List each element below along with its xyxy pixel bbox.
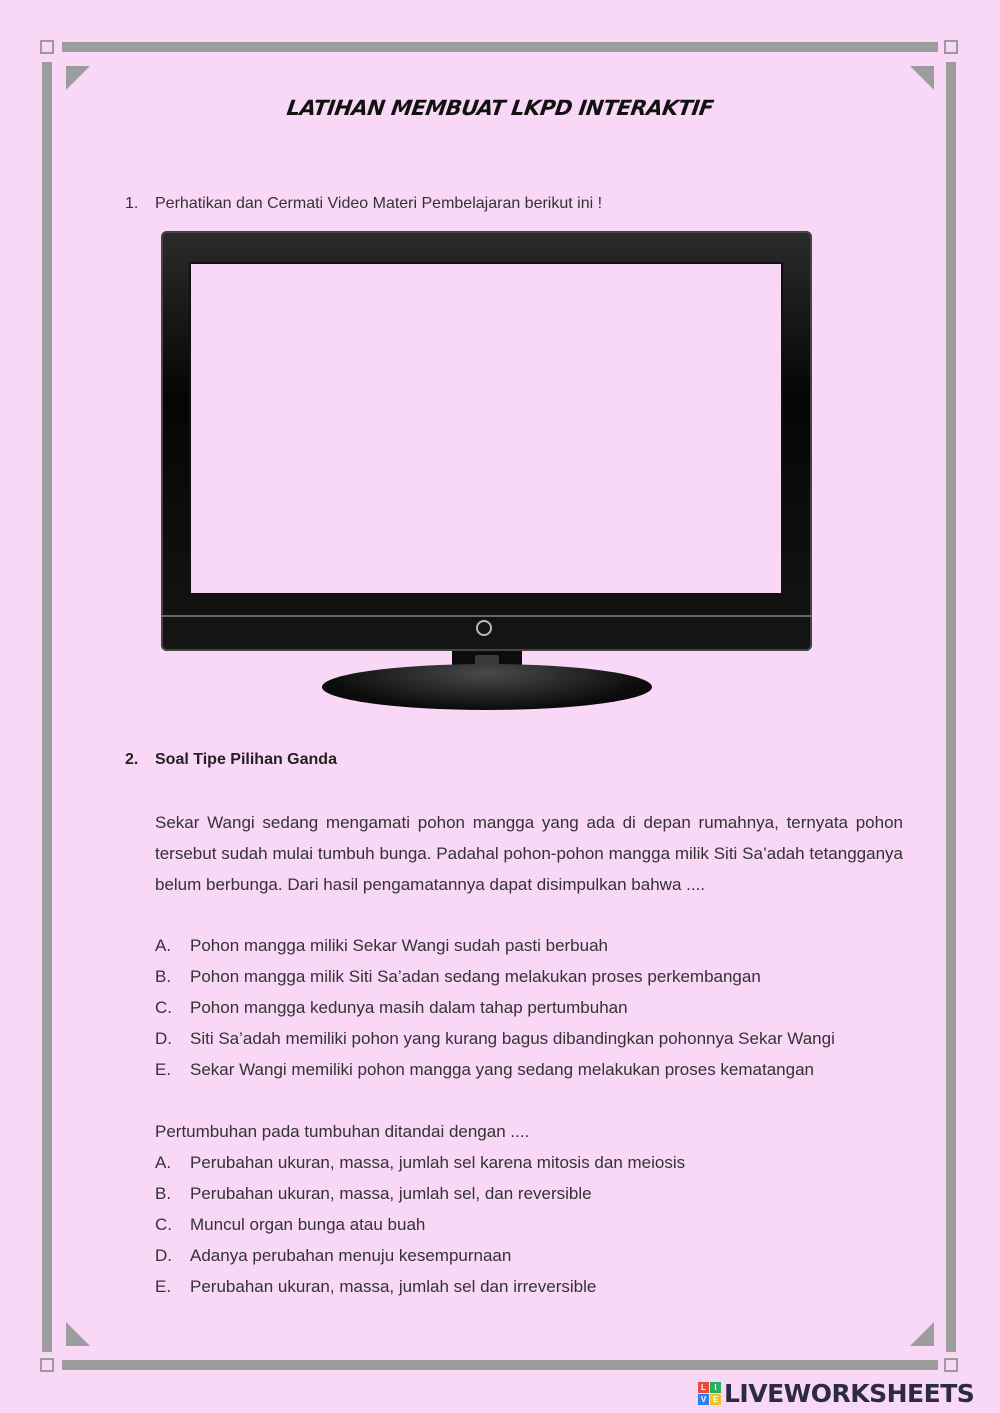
option-text: Siti Sa’adah memiliki pohon yang kurang bagus dibandingkan pohonnya Sekar Wangi — [190, 1029, 835, 1048]
frame-corner-br — [944, 1358, 958, 1372]
option-text: Pohon mangga kedunya masih dalam tahap pertumbuhan — [190, 998, 628, 1017]
question-2-number: 2. — [125, 751, 139, 768]
item-1-option-c[interactable] — [155, 992, 835, 1023]
option-letter: A. — [155, 936, 172, 955]
logo-letter: V — [698, 1394, 709, 1405]
logo-letter: L — [698, 1382, 709, 1393]
option-letter: B. — [155, 1184, 172, 1203]
video-monitor-frame — [161, 231, 812, 651]
item-2-option-d[interactable] — [155, 1240, 685, 1271]
frame-top-bar — [62, 42, 938, 52]
item-1-option-e[interactable] — [155, 1054, 835, 1085]
page-title: LATIHAN MEMBUAT LKPD INTERAKTIF — [285, 96, 715, 120]
item-2-option-b[interactable] — [155, 1178, 685, 1209]
item-1-stem: Sekar Wangi sedang mengamati pohon mangga yang ada di depan rumahnya, ternyata pohon tersebut sudah mulai tumbuh bunga. Padahal pohon-pohon mangga milik Siti Sa’adah tetangganya belum berbunga. Dari hasil pengamatannya dapat disimpulkan bahwa .... — [155, 813, 903, 894]
logo-letter: I — [710, 1382, 721, 1393]
item-1-option-a[interactable] — [155, 930, 835, 961]
item-2-option-a[interactable] — [155, 1147, 685, 1178]
liveworksheets-brand[interactable] — [698, 1378, 974, 1408]
item-1-option-b[interactable] — [155, 961, 835, 992]
option-text: Sekar Wangi memiliki pohon mangga yang sedang melakukan proses kematangan — [190, 1060, 815, 1079]
brand-name: LIVEWORKSHEETS — [724, 1378, 975, 1408]
option-text: Perubahan ukuran, massa, jumlah sel dan irreversible — [190, 1277, 597, 1296]
power-button-icon — [476, 620, 492, 636]
item-2-option-c[interactable] — [155, 1209, 685, 1240]
option-text: Perubahan ukuran, massa, jumlah sel, dan reversible — [190, 1184, 592, 1203]
frame-triangle-tl — [66, 66, 90, 90]
option-text: Adanya perubahan menuju kesempurnaan — [190, 1246, 512, 1265]
option-letter: A. — [155, 1153, 172, 1172]
option-letter: C. — [155, 998, 172, 1017]
question-1-text: Perhatikan dan Cermati Video Materi Pembelajaran berikut ini ! — [155, 195, 603, 212]
frame-left-bar — [42, 62, 52, 1352]
item-1-options — [155, 930, 835, 1085]
option-letter: D. — [155, 1246, 172, 1265]
item-1-option-d[interactable] — [155, 1023, 835, 1054]
option-text: Perubahan ukuran, massa, jumlah sel karena mitosis dan meiosis — [190, 1153, 686, 1172]
option-text: Pohon mangga milik Siti Sa’adan sedang melakukan proses perkembangan — [190, 967, 761, 986]
frame-corner-tl — [40, 40, 54, 54]
question-2-heading-text: Soal Tipe Pilihan Ganda — [155, 751, 337, 768]
question-1 — [125, 195, 602, 213]
option-letter: B. — [155, 967, 172, 986]
monitor-bezel-line — [161, 615, 812, 617]
monitor-stand-base — [322, 664, 652, 710]
item-2-stem: Pertumbuhan pada tumbuhan ditandai dengan .... — [155, 1122, 530, 1141]
logo-letter: E — [710, 1394, 721, 1405]
liveworksheets-logo-icon — [698, 1382, 721, 1405]
option-letter: D. — [155, 1029, 172, 1048]
frame-triangle-br — [910, 1322, 934, 1346]
frame-bottom-bar — [62, 1360, 938, 1370]
option-text: Muncul organ bunga atau buah — [190, 1215, 426, 1234]
frame-right-bar — [946, 62, 956, 1352]
frame-corner-tr — [944, 40, 958, 54]
option-letter: C. — [155, 1215, 172, 1234]
frame-triangle-tr — [910, 66, 934, 90]
question-1-number: 1. — [125, 195, 139, 212]
item-2-option-e[interactable] — [155, 1271, 685, 1302]
option-text: Pohon mangga miliki Sekar Wangi sudah pasti berbuah — [190, 936, 609, 955]
option-letter: E. — [155, 1060, 172, 1079]
frame-corner-bl — [40, 1358, 54, 1372]
item-2-options — [155, 1147, 685, 1302]
video-screen[interactable] — [191, 264, 781, 593]
question-2-heading — [125, 751, 337, 769]
frame-triangle-bl — [66, 1322, 90, 1346]
option-letter: E. — [155, 1277, 172, 1296]
